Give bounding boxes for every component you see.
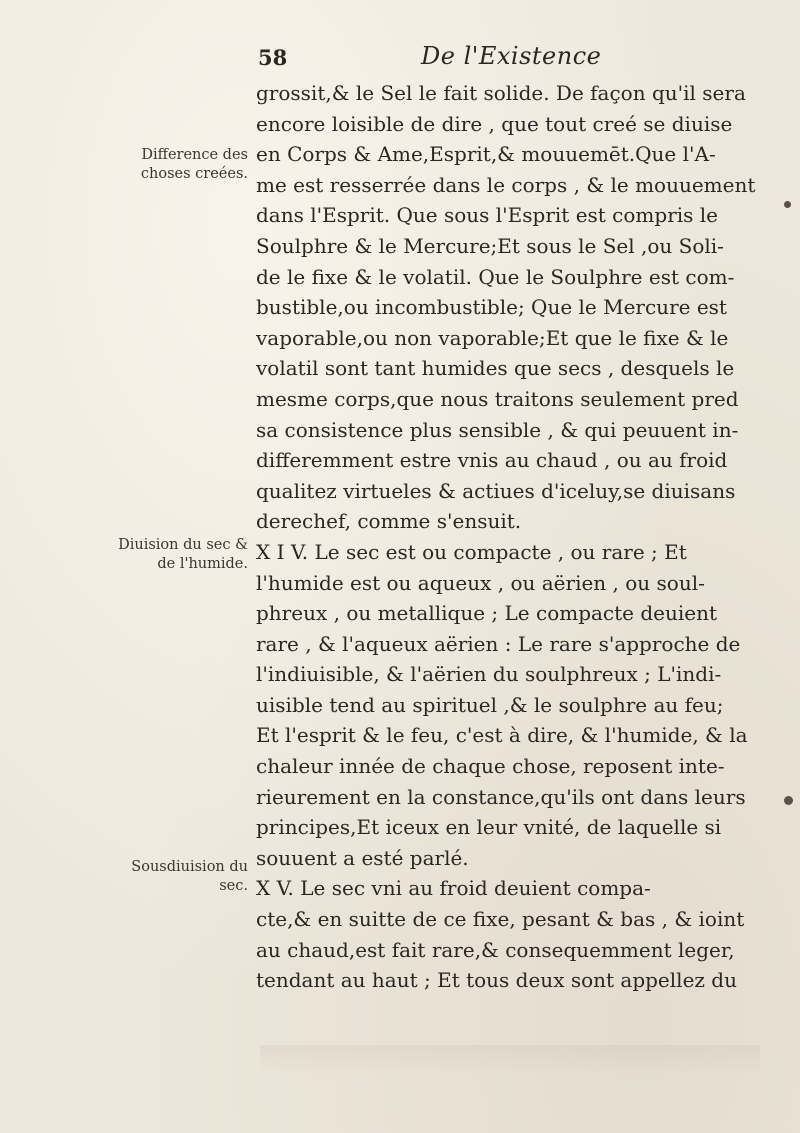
margin-note: Diuision du sec & de l'humide. [118,537,248,572]
ink-blot [784,201,791,208]
text-line: differemment estre vnis au chaud , ou au froid [256,448,728,473]
text-line: souuent a esté parlé. [256,845,469,870]
text-line: derechef, comme s'ensuit. [256,509,522,534]
text-line: mesme corps,que nous traitons seulement pred [256,386,739,411]
body-text [256,78,776,996]
margin-note: Difference des choses creées. [140,147,248,182]
page-number: 58 [258,45,288,70]
text-line: X V. Le sec vni au froid deuient compa- [256,876,651,901]
text-line: principes,Et iceux en leur vnité, de laquelle si [256,815,722,840]
text-line: Soulphre & le Mercure;Et sous le Sel ,ou Soli- [256,233,724,258]
running-head: De l'Existence [421,42,602,70]
text-line: bustible,ou incombustible; Que le Mercure est [256,295,727,320]
text-line: au chaud,est fait rare,& consequemment leger, [256,937,735,962]
ink-blot [784,796,793,805]
text-line: volatil sont tant humides que secs , desquels le [256,356,735,381]
text-line: tendant au haut ; Et tous deux sont appellez du [256,968,737,993]
show-through-shadow [260,1045,760,1075]
text-line: qualitez virtueles & actiues d'iceluy,se diuisans [256,478,736,503]
text-line: dans l'Esprit. Que sous l'Esprit est compris le [256,203,719,228]
text-line: encore loisible de dire , que tout creé se diuise [256,111,733,136]
text-line: l'indiuisible, & l'aërien du soulphreux ; L'indi- [256,662,722,687]
text-line: uisible tend au spirituel ,& le soulphre au feu; [256,692,724,717]
text-line: X I V. Le sec est ou compacte , ou rare ; Et [256,539,687,564]
text-line: chaleur innée de chaque chose, reposent inte- [256,754,725,779]
text-line: l'humide est ou aqueux , ou aërien , ou soul- [256,570,705,595]
text-line: rare , & l'aqueux aërien : Le rare s'approche de [256,631,741,656]
text-line: rieurement en la constance,qu'ils ont dans leurs [256,784,746,809]
text-line: Et l'esprit & le feu, c'est à dire, & l'humide, & la [256,723,748,748]
text-line: phreux , ou metallique ; Le compacte deuient [256,601,718,626]
text-line: me est resserrée dans le corps , & le mouuement [256,172,756,197]
page-header [255,40,775,76]
text-line: en Corps & Ame,Esprit,& mouuemēt.Que l'A- [256,142,716,167]
text-line: grossit,& le Sel le fait solide. De façon qu'il sera [256,81,746,105]
text-line: de le fixe & le volatil. Que le Soulphre est com- [256,264,735,289]
text-line: vaporable,ou non vaporable;Et que le fixe & le [256,325,729,350]
text-line: sa consistence plus sensible , & qui peuuent in- [256,417,739,442]
margin-note: Sousdiuision du sec. [131,859,248,894]
text-line: cte,& en suitte de ce fixe, pesant & bas , & ioint [256,907,745,932]
